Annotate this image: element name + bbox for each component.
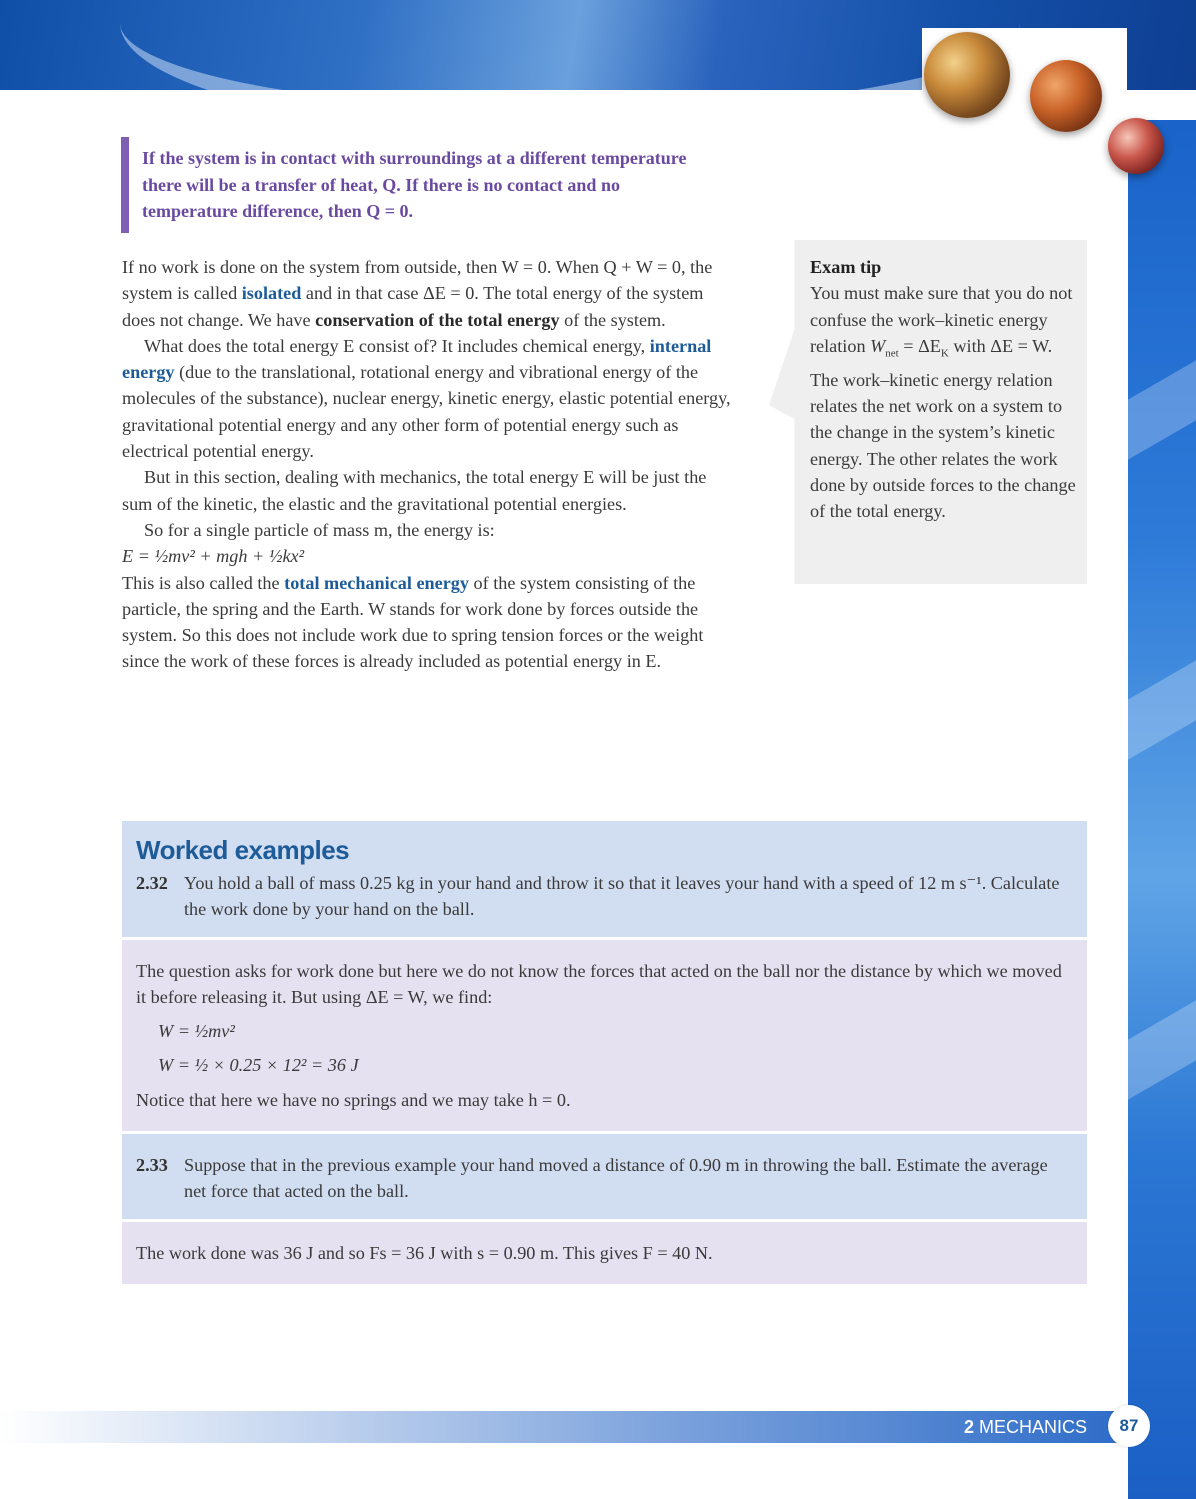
text-span: The work–kinetic energy relation relates the net work on a system to the change in the system’s kinetic energy. The other relates the work done by outside forces to the change of the total energy. xyxy=(810,369,1076,522)
answer-note: Notice that here we have no springs and we may take h = 0. xyxy=(136,1089,571,1110)
paragraph-total-energy xyxy=(122,333,734,464)
exam-tip-title: Exam tip xyxy=(810,257,882,277)
paragraph-mechanical-energy xyxy=(122,570,734,675)
example-number: 2.32 xyxy=(136,873,168,893)
planet-image-3 xyxy=(1108,118,1164,174)
chapter-number: 2 xyxy=(963,1417,974,1437)
text-span: (due to the translational, rotational energy and vibrational energy of the molecules of the substance), nuclear energy, kinetic energy, elastic potential energy, gravitational potential energy and any other form of potential energy such as electrical potential energy. xyxy=(122,362,731,462)
paragraph-mechanics: But in this section, dealing with mechanics, the total energy E will be just the sum of the kinetic, the elastic and the gravitational potential energies. xyxy=(122,467,707,514)
page-number: 87 xyxy=(1108,1405,1150,1447)
answer-equation-2: W = ½ × 0.25 × 12² = 36 J xyxy=(158,1055,359,1076)
example-2-33-answer xyxy=(122,1222,1087,1284)
chapter-name: MECHANICS xyxy=(978,1417,1087,1437)
side-decoration-band xyxy=(1128,120,1196,1499)
answer-text: The work done was 36 J and so Fs = 36 J with s = 0.90 m. This gives F = 40 N. xyxy=(136,1242,713,1263)
paragraph-single-particle: So for a single particle of mass m, the energy is: xyxy=(144,519,495,540)
exam-tip-text xyxy=(810,254,1080,525)
term-total-mechanical-energy: total mechanical energy xyxy=(284,572,469,593)
answer-text: The question asks for work done but here we do not know the forces that acted on the ball nor the distance by which we moved it before releasing it. But using ΔE = W, we find: xyxy=(136,960,1062,1007)
text-span: This is also called the xyxy=(122,572,285,593)
div xyxy=(122,866,1087,937)
worked-examples-panel xyxy=(122,821,1087,1284)
text-span: = ΔE xyxy=(898,335,941,356)
text-span: W = 0. When Q + W = 0, the system is called xyxy=(122,257,713,304)
example-2-33-question xyxy=(122,1134,1087,1219)
energy-equation: E = ½mv² + mgh + ½kx² xyxy=(122,546,305,567)
text-span: with ΔE = W. xyxy=(948,335,1053,356)
callout-text: If the system is in contact with surroundings at a different temperature there will be a transfer of heat, Q. If there is no contact and no temperature difference, then Q = 0. xyxy=(142,148,687,221)
answer-equation-1: W = ½mv² xyxy=(158,1021,235,1042)
main-text xyxy=(122,254,734,675)
example-question: Suppose that in the previous example your hand moved a distance of 0.90 m in throwing the ball. Estimate the average net force that acted on the ball. xyxy=(184,1155,1048,1202)
chapter-label xyxy=(955,1414,1087,1440)
text-span: W xyxy=(870,335,886,356)
example-question: You hold a ball of mass 0.25 kg in your hand and throw it so that it leaves your hand with a speed of 12 m s⁻¹. Calculate the work done by your hand on the ball. xyxy=(184,873,1060,920)
paragraph-isolated xyxy=(122,254,734,333)
worked-examples-heading: Worked examples xyxy=(136,835,350,865)
term-conservation: conservation of the total energy xyxy=(315,309,560,330)
example-number: 2.33 xyxy=(136,1155,168,1176)
text-span: of the system. xyxy=(559,309,666,330)
heat-transfer-callout xyxy=(121,137,702,233)
div xyxy=(122,1148,1087,1219)
text-span: If no work is done on the system from outside, then xyxy=(122,257,502,277)
planet-image-2 xyxy=(1030,60,1102,132)
text-span: K xyxy=(940,347,949,360)
example-2-32-question xyxy=(122,821,1087,937)
example-2-32-answer xyxy=(122,940,1087,1131)
planet-image-1 xyxy=(924,32,1010,118)
text-span: What does the total energy E consist of? It includes chemical energy, xyxy=(144,335,650,356)
text-span: You must make sure that you do not confuse the work–kinetic energy relation xyxy=(810,283,1073,356)
text-span: and in that case ΔE = 0. The total energy of the system does not change. We have xyxy=(122,283,704,330)
term-internal-energy: internal energy xyxy=(122,335,712,383)
term-isolated: isolated xyxy=(241,283,302,304)
text-span: of the system consisting of the particle, the spring and the Earth. W stands for work done by forces outside the system. So this does not include work due to spring tension forces or the weight since the work of these forces is already included as potential energy in E. xyxy=(122,572,704,672)
text-span: net xyxy=(885,347,899,360)
exam-tip-body xyxy=(810,280,1080,524)
